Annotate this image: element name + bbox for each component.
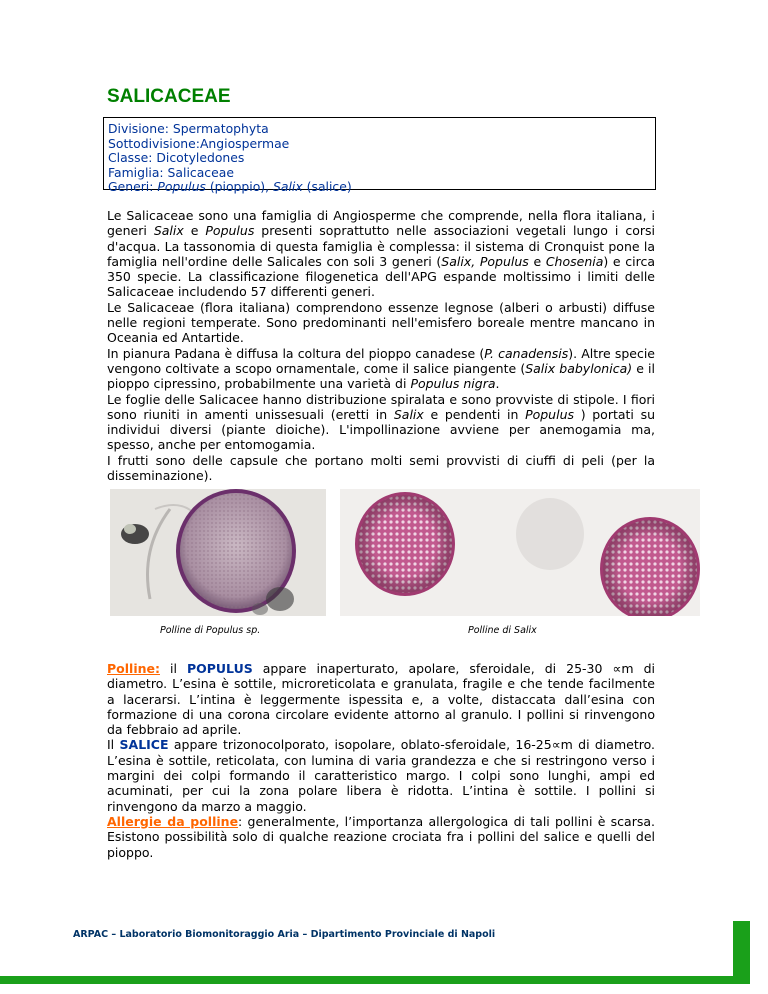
- salix-pollen-photo: [340, 489, 700, 616]
- pollen-description: [107, 661, 655, 860]
- pollen-populus-paragraph: Polline: il POPULUS appare inaperturato, apolare, sferoidale, di 25-30 ∝m di diametro. L’esina è sottile, microreticolata e granulata, fragile e che tende facilmente a lacerarsi. L’intina è leggermente ispessita e, a volte, distaccata dall’esina con formazione di una corona circolare evidente attorno al granulo. I pollini si rinvengono da febbraio ad aprile.: [107, 661, 655, 738]
- footer-text: ARPAC – Laboratorio Biomonitoraggio Aria – Dipartimento Provinciale di Napoli: [73, 929, 496, 940]
- intro-paragraph-2: Le Salicaceae (flora italiana) comprendono essenze legnose (alberi o arbusti) diffuse nelle regioni temperate. Sono predominanti nell'emisfero boreale mentre mancano in Oceania ed Antartide.: [107, 299, 655, 346]
- populus-pollen-photo: [110, 489, 326, 616]
- intro-text: [107, 208, 655, 483]
- pollen-label: Polline:: [107, 661, 160, 676]
- taxonomy-generi: Generi: Populus (pioppio), Salix (salice): [108, 179, 352, 194]
- taxonomy-sottodivisione: Sottodivisione:Angiospermae: [108, 135, 290, 151]
- taxonomy-divisione: Divisione: Spermatophyta: [108, 121, 269, 136]
- intro-paragraph-3: In pianura Padana è diffusa la coltura del pioppo canadese (P. canadensis). Altre specie vengono coltivate a scopo ornamentale, come il salice piangente (Salix babylonica) e il pioppo cipressino, probabilmente una varietà di Populus nigra.: [107, 345, 656, 392]
- intro-paragraph-1: Le Salicaceae sono una famiglia di Angiosperme che comprende, nella flora italiana, i generi Salix e Populus presenti soprattutto nelle associazioni vegetali lungo i corsi d'acqua. La tassonomia di questa famiglia è complessa: il sistema di Cronquist pone la famiglia nell'ordine delle Salicales con soli 3 generi (Salix, Populus e Chosenia) e circa 350 specie. La classificazione filogenetica dell'APG espande moltissimo i limiti delle Salicaceae includendo 57 differenti generi.: [107, 208, 655, 300]
- intro-paragraph-5: I frutti sono delle capsule che portano molti semi provvisti di ciuffi di peli (per la disseminazione).: [107, 452, 655, 484]
- taxonomy-classe: Classe: Dicotyledones: [108, 150, 245, 165]
- intro-paragraph-4: Le foglie delle Salicacee hanno distribuzione spiralata e sono provviste di stipole. I fiori sono riuniti in amenti unissesuali (eretti in Salix e pendenti in Populus ) portati su individui diversi (piante dioiche). L'impollinazione avviene per anemogamia ma, spesso, anche per entomogamia.: [107, 391, 656, 453]
- pollen-salice-paragraph: Il SALICE appare trizonocolporato, isopolare, oblato-sferoidale, 16-25∝m di diametro. L’esina è sottile, reticolata, con lumina di varia grandezza e che si restringono verso i margini dei colpi formando il caratteristico margo. I colpi sono lunghi, ampi ed acuminati, per cui la zona polare libera è ridotta. L’intina è sottile. I pollini si rinvengono da marzo a maggio.: [107, 737, 656, 814]
- page-title: SALICACEAE: [107, 86, 231, 107]
- footer-green-bar: [733, 921, 750, 984]
- taxonomy-box: [103, 117, 656, 194]
- allergy-paragraph: Allergie da polline: generalmente, l’importanza allergologica di tali pollini è scarsa. Esistono possibilità solo di qualche reazione crociata fra i pollini del salice e quelli del pioppo.: [107, 813, 655, 860]
- caption-salix: Polline di Salix: [468, 625, 537, 636]
- taxonomy-famiglia: Famiglia: Salicaceae: [108, 164, 234, 180]
- footer-green-line: [0, 976, 750, 984]
- caption-populus: Polline di Populus sp.: [160, 625, 261, 636]
- allergy-label: Allergie da polline: [107, 813, 239, 829]
